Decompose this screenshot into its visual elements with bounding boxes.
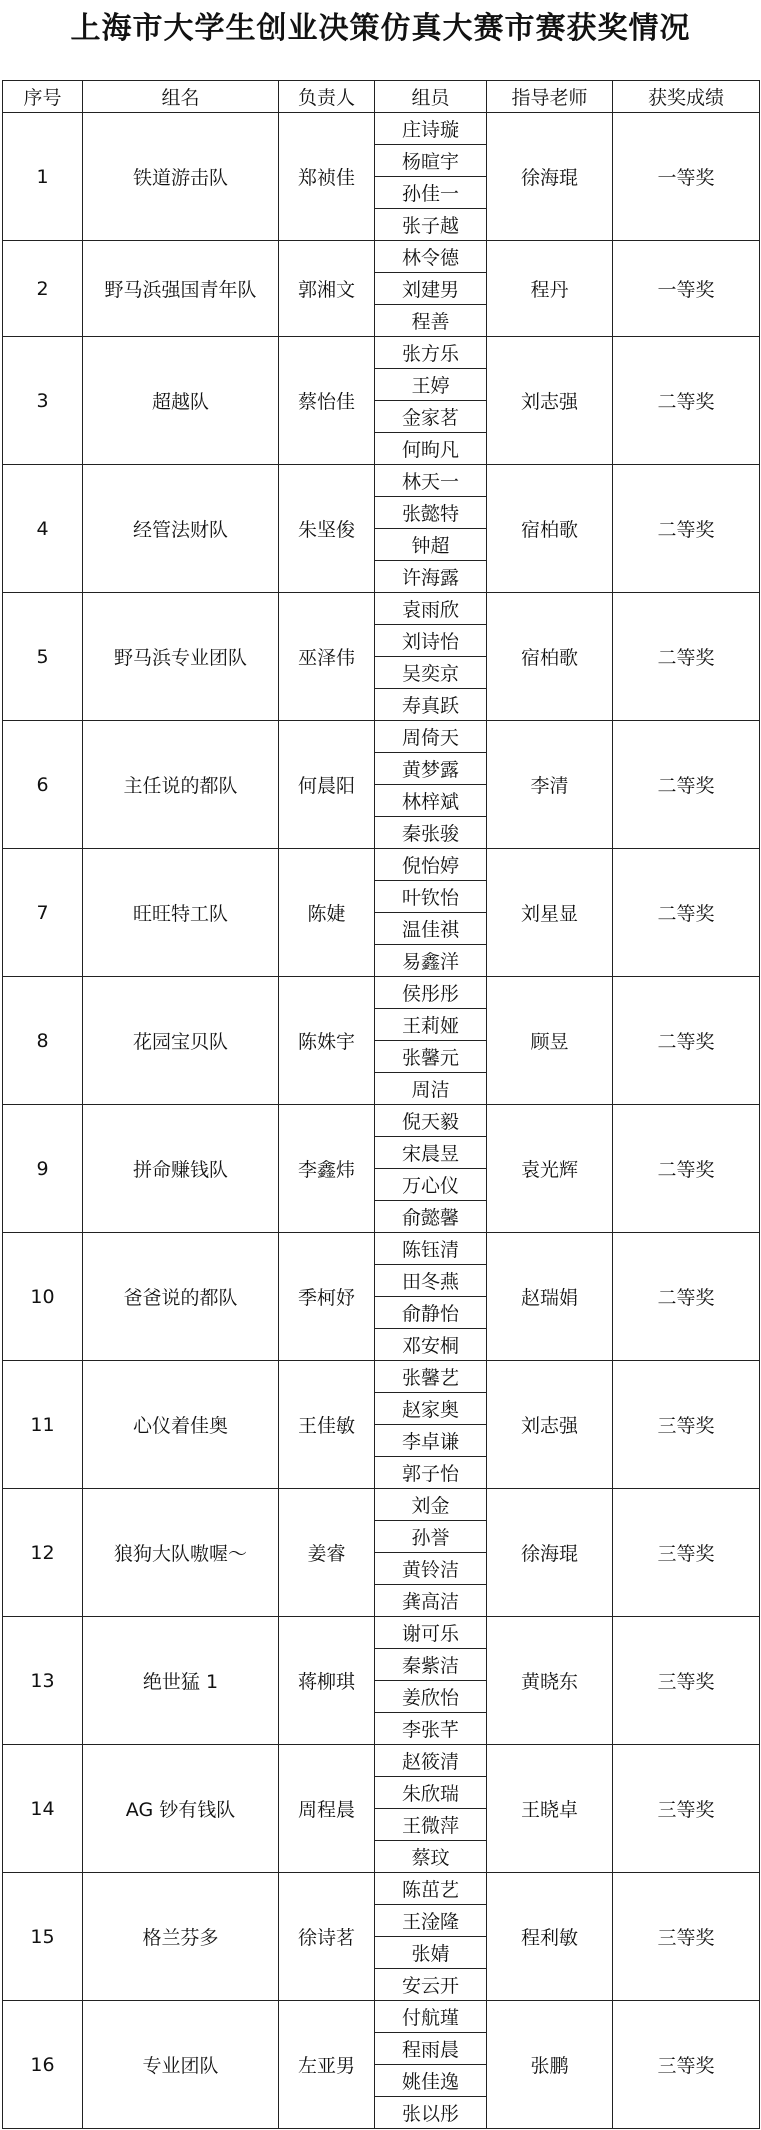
team-award: 三等奖 bbox=[613, 1361, 760, 1489]
team-name: 超越队 bbox=[83, 337, 279, 465]
team-member: 赵家奥 bbox=[375, 1393, 487, 1425]
team-award: 二等奖 bbox=[613, 593, 760, 721]
team-leader: 朱坚俊 bbox=[279, 465, 375, 593]
team-member: 许海露 bbox=[375, 561, 487, 593]
team-member: 孙誉 bbox=[375, 1521, 487, 1553]
team-name: 铁道游击队 bbox=[83, 113, 279, 241]
team-member: 周倚天 bbox=[375, 721, 487, 753]
team-name: AG 钞有钱队 bbox=[83, 1745, 279, 1873]
table-row bbox=[3, 1617, 760, 1649]
team-award: 二等奖 bbox=[613, 1233, 760, 1361]
team-advisor: 宿柏歌 bbox=[487, 465, 613, 593]
table-row bbox=[3, 337, 760, 369]
team-member: 王微萍 bbox=[375, 1809, 487, 1841]
table-row bbox=[3, 721, 760, 753]
team-name: 格兰芬多 bbox=[83, 1873, 279, 2001]
team-advisor: 刘星显 bbox=[487, 849, 613, 977]
team-advisor: 李清 bbox=[487, 721, 613, 849]
team-leader: 何晨阳 bbox=[279, 721, 375, 849]
team-member: 宋晨昱 bbox=[375, 1137, 487, 1169]
team-leader: 姜睿 bbox=[279, 1489, 375, 1617]
team-member: 万心仪 bbox=[375, 1169, 487, 1201]
team-member: 姜欣怡 bbox=[375, 1681, 487, 1713]
team-index: 12 bbox=[3, 1489, 83, 1617]
team-award: 二等奖 bbox=[613, 977, 760, 1105]
team-member: 黄铃洁 bbox=[375, 1553, 487, 1585]
team-member: 程善 bbox=[375, 305, 487, 337]
team-name: 野马浜专业团队 bbox=[83, 593, 279, 721]
team-award: 二等奖 bbox=[613, 849, 760, 977]
team-member: 田冬燕 bbox=[375, 1265, 487, 1297]
team-member: 郭子怡 bbox=[375, 1457, 487, 1489]
team-advisor: 张鹏 bbox=[487, 2001, 613, 2129]
team-leader: 王佳敏 bbox=[279, 1361, 375, 1489]
team-member: 倪天毅 bbox=[375, 1105, 487, 1137]
team-advisor: 刘志强 bbox=[487, 337, 613, 465]
team-advisor: 宿柏歌 bbox=[487, 593, 613, 721]
table-row bbox=[3, 465, 760, 497]
team-leader: 郑祯佳 bbox=[279, 113, 375, 241]
table-row bbox=[3, 1233, 760, 1265]
table-row bbox=[3, 241, 760, 273]
team-name: 狼狗大队嗷喔～ bbox=[83, 1489, 279, 1617]
team-leader: 蔡怡佳 bbox=[279, 337, 375, 465]
team-award: 三等奖 bbox=[613, 1617, 760, 1745]
team-member: 倪怡婷 bbox=[375, 849, 487, 881]
team-index: 11 bbox=[3, 1361, 83, 1489]
team-member: 林天一 bbox=[375, 465, 487, 497]
team-leader: 陈婕 bbox=[279, 849, 375, 977]
team-member: 秦张骏 bbox=[375, 817, 487, 849]
team-index: 13 bbox=[3, 1617, 83, 1745]
team-advisor: 刘志强 bbox=[487, 1361, 613, 1489]
team-member: 侯彤彤 bbox=[375, 977, 487, 1009]
team-award: 三等奖 bbox=[613, 1873, 760, 2001]
table-row bbox=[3, 1361, 760, 1393]
team-member: 陈茁艺 bbox=[375, 1873, 487, 1905]
header-index: 序号 bbox=[3, 81, 83, 113]
team-leader: 巫泽伟 bbox=[279, 593, 375, 721]
team-member: 程雨晨 bbox=[375, 2033, 487, 2065]
team-member: 李卓谦 bbox=[375, 1425, 487, 1457]
team-award: 三等奖 bbox=[613, 1489, 760, 1617]
team-name: 拼命赚钱队 bbox=[83, 1105, 279, 1233]
header-members: 组员 bbox=[375, 81, 487, 113]
team-name: 专业团队 bbox=[83, 2001, 279, 2129]
team-award: 二等奖 bbox=[613, 1105, 760, 1233]
team-index: 7 bbox=[3, 849, 83, 977]
team-leader: 陈姝宇 bbox=[279, 977, 375, 1105]
team-name: 野马浜强国青年队 bbox=[83, 241, 279, 337]
table-row bbox=[3, 1873, 760, 1905]
team-award: 一等奖 bbox=[613, 241, 760, 337]
team-member: 王莉娅 bbox=[375, 1009, 487, 1041]
team-member: 张馨元 bbox=[375, 1041, 487, 1073]
team-name: 花园宝贝队 bbox=[83, 977, 279, 1105]
team-advisor: 王晓卓 bbox=[487, 1745, 613, 1873]
team-member: 刘金 bbox=[375, 1489, 487, 1521]
team-member: 姚佳逸 bbox=[375, 2065, 487, 2097]
team-member: 张方乐 bbox=[375, 337, 487, 369]
team-name: 爸爸说的都队 bbox=[83, 1233, 279, 1361]
team-advisor: 赵瑞娟 bbox=[487, 1233, 613, 1361]
header-advisor: 指导老师 bbox=[487, 81, 613, 113]
team-leader: 郭湘文 bbox=[279, 241, 375, 337]
table-row bbox=[3, 593, 760, 625]
table-row bbox=[3, 1105, 760, 1137]
header-leader: 负责人 bbox=[279, 81, 375, 113]
team-index: 10 bbox=[3, 1233, 83, 1361]
team-name: 绝世猛 1 bbox=[83, 1617, 279, 1745]
team-member: 林令德 bbox=[375, 241, 487, 273]
team-name: 心仪着佳奥 bbox=[83, 1361, 279, 1489]
team-index: 5 bbox=[3, 593, 83, 721]
team-advisor: 徐海琨 bbox=[487, 113, 613, 241]
team-award: 二等奖 bbox=[613, 465, 760, 593]
team-leader: 徐诗茗 bbox=[279, 1873, 375, 2001]
team-award: 二等奖 bbox=[613, 337, 760, 465]
header-award: 获奖成绩 bbox=[613, 81, 760, 113]
team-name: 经管法财队 bbox=[83, 465, 279, 593]
team-member: 袁雨欣 bbox=[375, 593, 487, 625]
team-member: 王淦隆 bbox=[375, 1905, 487, 1937]
team-member: 陈钰清 bbox=[375, 1233, 487, 1265]
team-member: 张懿特 bbox=[375, 497, 487, 529]
team-member: 谢可乐 bbox=[375, 1617, 487, 1649]
team-index: 14 bbox=[3, 1745, 83, 1873]
team-member: 张馨艺 bbox=[375, 1361, 487, 1393]
team-member: 庄诗璇 bbox=[375, 113, 487, 145]
team-advisor: 黄晓东 bbox=[487, 1617, 613, 1745]
team-member: 孙佳一 bbox=[375, 177, 487, 209]
team-member: 李张芊 bbox=[375, 1713, 487, 1745]
team-advisor: 程利敏 bbox=[487, 1873, 613, 2001]
team-member: 寿真跃 bbox=[375, 689, 487, 721]
team-leader: 季柯妤 bbox=[279, 1233, 375, 1361]
team-name: 主任说的都队 bbox=[83, 721, 279, 849]
team-member: 刘诗怡 bbox=[375, 625, 487, 657]
team-member: 赵筱清 bbox=[375, 1745, 487, 1777]
team-award: 一等奖 bbox=[613, 113, 760, 241]
team-member: 周洁 bbox=[375, 1073, 487, 1105]
team-index: 4 bbox=[3, 465, 83, 593]
table-row bbox=[3, 2001, 760, 2033]
team-member: 何昫凡 bbox=[375, 433, 487, 465]
team-member: 金家茗 bbox=[375, 401, 487, 433]
team-member: 俞懿馨 bbox=[375, 1201, 487, 1233]
team-index: 6 bbox=[3, 721, 83, 849]
team-member: 林梓斌 bbox=[375, 785, 487, 817]
team-advisor: 袁光辉 bbox=[487, 1105, 613, 1233]
team-member: 邓安桐 bbox=[375, 1329, 487, 1361]
team-member: 黄梦露 bbox=[375, 753, 487, 785]
team-index: 9 bbox=[3, 1105, 83, 1233]
team-advisor: 顾昱 bbox=[487, 977, 613, 1105]
team-member: 钟超 bbox=[375, 529, 487, 561]
team-leader: 蒋柳琪 bbox=[279, 1617, 375, 1745]
table-row bbox=[3, 1489, 760, 1521]
team-member: 吴奕京 bbox=[375, 657, 487, 689]
header-row bbox=[3, 81, 760, 113]
team-member: 易鑫洋 bbox=[375, 945, 487, 977]
header-team-name: 组名 bbox=[83, 81, 279, 113]
team-name: 旺旺特工队 bbox=[83, 849, 279, 977]
awards-table bbox=[2, 80, 760, 2129]
table-row bbox=[3, 1745, 760, 1777]
table-row bbox=[3, 849, 760, 881]
team-member: 秦紫洁 bbox=[375, 1649, 487, 1681]
team-leader: 李鑫炜 bbox=[279, 1105, 375, 1233]
team-member: 付航瑾 bbox=[375, 2001, 487, 2033]
team-member: 温佳祺 bbox=[375, 913, 487, 945]
team-award: 三等奖 bbox=[613, 2001, 760, 2129]
page-title: 上海市大学生创业决策仿真大赛市赛获奖情况 bbox=[70, 11, 691, 46]
team-leader: 左亚男 bbox=[279, 2001, 375, 2129]
team-index: 3 bbox=[3, 337, 83, 465]
team-member: 王婷 bbox=[375, 369, 487, 401]
table-row bbox=[3, 113, 760, 145]
team-award: 三等奖 bbox=[613, 1745, 760, 1873]
team-advisor: 程丹 bbox=[487, 241, 613, 337]
team-index: 15 bbox=[3, 1873, 83, 2001]
team-member: 朱欣瑞 bbox=[375, 1777, 487, 1809]
team-member: 刘建男 bbox=[375, 273, 487, 305]
team-member: 叶钦怡 bbox=[375, 881, 487, 913]
team-member: 张婧 bbox=[375, 1937, 487, 1969]
team-member: 龚高洁 bbox=[375, 1585, 487, 1617]
team-index: 8 bbox=[3, 977, 83, 1105]
team-index: 1 bbox=[3, 113, 83, 241]
team-member: 张以彤 bbox=[375, 2097, 487, 2129]
team-member: 蔡玟 bbox=[375, 1841, 487, 1873]
team-advisor: 徐海琨 bbox=[487, 1489, 613, 1617]
team-award: 二等奖 bbox=[613, 721, 760, 849]
team-leader: 周程晨 bbox=[279, 1745, 375, 1873]
team-member: 杨暄宇 bbox=[375, 145, 487, 177]
table-row bbox=[3, 977, 760, 1009]
team-member: 张子越 bbox=[375, 209, 487, 241]
team-index: 16 bbox=[3, 2001, 83, 2129]
team-member: 俞静怡 bbox=[375, 1297, 487, 1329]
team-member: 安云开 bbox=[375, 1969, 487, 2001]
team-index: 2 bbox=[3, 241, 83, 337]
